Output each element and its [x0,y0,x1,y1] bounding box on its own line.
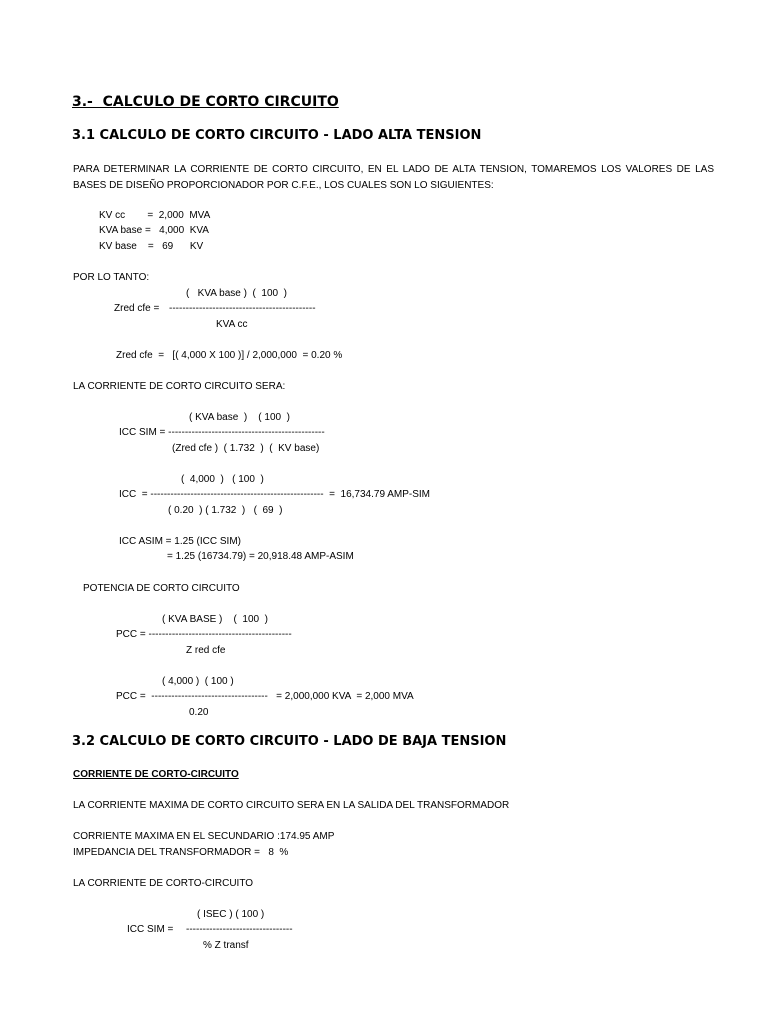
iccsim2-lhs: ICC SIM = [127,924,174,935]
corto-circuito-text: LA CORRIENTE DE CORTO-CIRCUITO [73,878,254,889]
secundario-text: CORRIENTE MAXIMA EN EL SECUNDARIO :174.95 AMP [73,831,335,842]
base-kv-base: KV base = 69 KV [99,241,204,252]
base-kva-base: KVA base = 4,000 KVA [99,225,209,236]
por-lo-tanto: POR LO TANTO: [73,272,150,283]
icc-denominator: ( 0.20 ) ( 1.732 ) ( 69 ) [168,505,283,516]
iccasim-line-1: ICC ASIM = 1.25 (ICC SIM) [119,536,241,547]
pcc1-denominator: Z red cfe [186,645,226,656]
impedancia-text: IMPEDANCIA DEL TRANSFORMADOR = 8 % [73,847,289,858]
iccasim-line-2: = 1.25 (16734.79) = 20,918.48 AMP-ASIM [167,551,354,562]
intro-paragraph: PARA DETERMINAR LA CORRIENTE DE CORTO CIRCUITO, EN EL LADO DE ALTA TENSION, TOMAREMOS LOS VALORES DE LAS BASES DE DISEÑO PROPORCIONADOR POR C.F.E., LOS CUALES SON LO SIGUIENTES: [73,164,714,191]
maxima-text: LA CORRIENTE MAXIMA DE CORTO CIRCUITO SERA EN LA SALIDA DEL TRANSFORMADOR [73,800,510,811]
potencia-heading: POTENCIA DE CORTO CIRCUITO [83,583,240,594]
page-title: 3.- CALCULO DE CORTO CIRCUITO [72,94,339,110]
iccsim2-fraction-line: -------------------------------- [186,924,293,935]
icc-intro: LA CORRIENTE DE CORTO CIRCUITO SERA: [73,381,286,392]
corriente-subheading: CORRIENTE DE CORTO-CIRCUITO [73,769,239,780]
iccsim2-numerator: ( ISEC ) ( 100 ) [197,909,265,920]
zred-calculation: Zred cfe = [( 4,000 X 100 )] / 2,000,000 = 0.20 % [116,350,343,361]
icc-equation: ICC = ---------------------------------------------------- = 16,734.79 AMP-SIM [119,489,431,500]
pcc2-numerator: ( 4,000 ) ( 100 ) [162,676,234,687]
iccsim2-denominator: % Z transf [203,940,249,951]
pcc1-numerator: ( KVA BASE ) ( 100 ) [162,614,268,625]
iccsim-numerator: ( KVA base ) ( 100 ) [189,412,290,423]
iccsim-lhs: ICC SIM = ----------------------------------------------- [119,427,325,438]
zred-denominator: KVA cc [216,319,248,330]
zred-lhs: Zred cfe = [114,303,160,314]
pcc1-equation: PCC = ------------------------------------------- [116,629,292,640]
zred-numerator: ( KVA base ) ( 100 ) [186,288,287,299]
pcc2-equation: PCC = ----------------------------------- = 2,000,000 KVA = 2,000 MVA [116,691,414,702]
pcc2-denominator: 0.20 [189,707,209,718]
zred-fraction-line: -------------------------------------------- [169,303,316,314]
icc-numerator: ( 4,000 ) ( 100 ) [181,474,264,485]
section-heading-alta-tension: 3.1 CALCULO DE CORTO CIRCUITO - LADO ALTA TENSION [72,128,482,143]
section-heading-baja-tension: 3.2 CALCULO DE CORTO CIRCUITO - LADO DE BAJA TENSION [72,734,507,749]
base-kv-cc: KV cc = 2,000 MVA [99,210,211,221]
iccsim-denominator: (Zred cfe ) ( 1.732 ) ( KV base) [172,443,320,454]
